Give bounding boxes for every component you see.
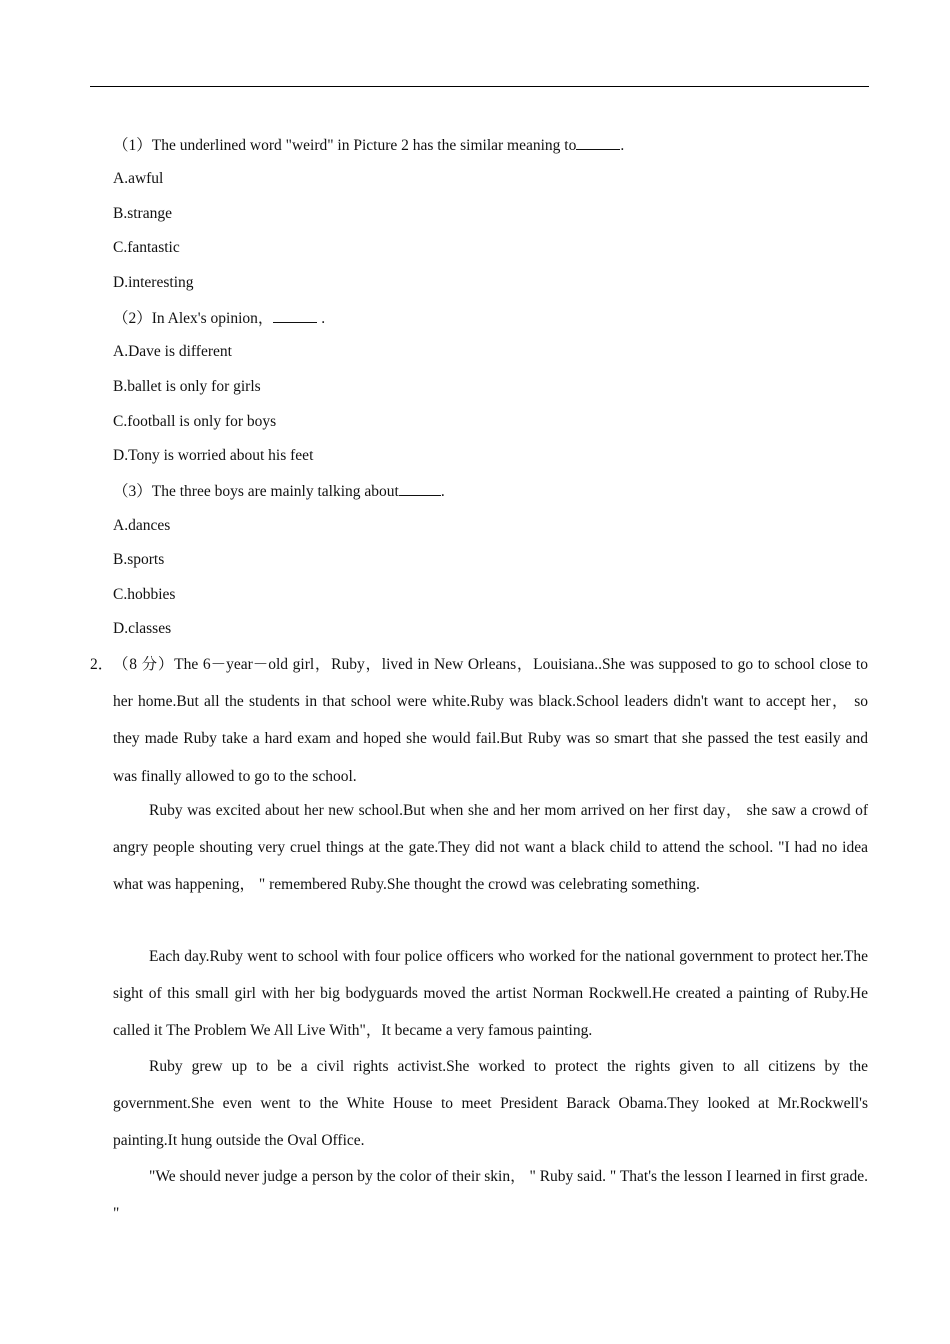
option-b: B.ballet is only for girls — [113, 378, 261, 395]
question-stem-text: （2）In Alex's opinion， — [113, 310, 274, 327]
option-a: A.Dave is different — [113, 343, 232, 360]
option-d: D.classes — [113, 620, 172, 637]
question-stem-text: （1）The underlined word "weird" in Picture 2 has the similar meaning to — [113, 137, 577, 154]
option-c: C.hobbies — [113, 586, 176, 603]
answer-blank — [273, 308, 317, 323]
question-stem-end: . — [317, 310, 326, 327]
answer-blank — [576, 135, 620, 150]
option-b: B.sports — [113, 551, 165, 568]
option-b: B.strange — [113, 205, 172, 222]
passage-paragraph-1: （8 分）The 6－year－old girl，Ruby，lived in New Orleans，Louisiana..She was supposed to go to school close to her home.But all the students in that school were white.Ruby was black.School leaders didn't want to accept her， so they made Ruby take a hard exam and hoped she would fail.But Ruby was so smart that she passed the test easily and was finally allowed to go to the school. — [113, 656, 868, 785]
option-c: C.football is only for boys — [113, 413, 277, 430]
question-1-2-stem — [113, 308, 325, 329]
passage-paragraph-3: Each day.Ruby went to school with four police officers who worked for the national government to protect her.The sight of this small girl with her big bodyguards moved the artist Norman Rockwell.He created a painting of Ruby.He called it The Problem We All Live With"，It became a very famous painting. — [113, 948, 868, 1040]
passage-paragraph-4: Ruby grew up to be a civil rights activist.She worked to protect the rights given to all citizens by the government.She even went to the White House to meet President Barack Obama.They looked at Mr.Rockwell's painting.It hung outside the Oval Office. — [113, 1058, 868, 1150]
option-c: C.fantastic — [113, 239, 180, 256]
question-stem-end: . — [620, 137, 625, 154]
question-stem-text: （3）The three boys are mainly talking about — [113, 483, 399, 500]
question-1-1-stem — [113, 135, 624, 156]
question-number: 2． — [90, 656, 114, 673]
question-1-3-stem — [113, 481, 445, 502]
answer-blank — [399, 481, 441, 496]
option-a: A.dances — [113, 517, 171, 534]
option-a: A.awful — [113, 170, 164, 187]
option-d: D.interesting — [113, 274, 194, 291]
header-rule — [90, 86, 869, 87]
option-d: D.Tony is worried about his feet — [113, 447, 314, 464]
passage-paragraph-2: Ruby was excited about her new school.But when she and her mom arrived on her first day， she saw a crowd of angry people shouting very cruel things at the gate.They did not want a black child to attend the school. "I had no idea what was happening， " remembered Ruby.She thought the crowd was celebrating something. — [113, 802, 868, 894]
question-stem-end: . — [440, 483, 445, 500]
passage-paragraph-5: "We should never judge a person by the color of their skin， " Ruby said. " That's the lesson I learned in first grade. " — [113, 1168, 868, 1223]
